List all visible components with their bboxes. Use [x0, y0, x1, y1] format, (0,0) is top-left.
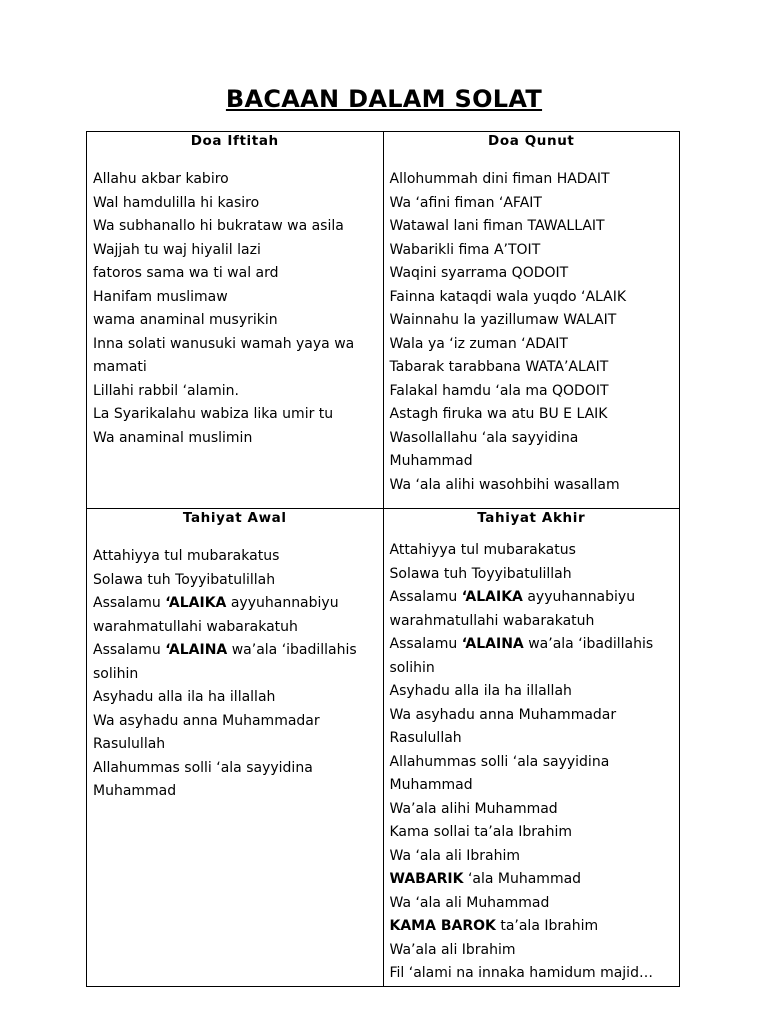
text-line: [390, 845, 674, 869]
line-text: Wa ‘ala ali Muhammad: [389, 894, 550, 911]
line-text: Wa’ala ali Ibrahim: [389, 941, 516, 958]
line-text: Muhammad: [389, 777, 473, 793]
line-text: Rasulullah: [93, 736, 166, 752]
text-line: [390, 680, 674, 704]
line-text: wa’ala ‘ibadillahis: [227, 642, 357, 658]
text-line: [93, 592, 377, 616]
text-line: Wajjah tu waj hiyalil lazi: [93, 241, 261, 258]
line-text: Asyhadu alla ila ha illallah: [93, 689, 276, 705]
text-line: wama anaminal musyrikin: [93, 312, 278, 328]
text-line: Allahu akbar kabiro: [93, 171, 229, 187]
text-line: Waqini syarrama QODOIT: [389, 265, 569, 281]
section-heading: Doa Iftitah: [190, 133, 279, 149]
text-line: Muhammad: [389, 453, 473, 469]
line-text: Allahummas solli ‘ala sayyidina: [389, 753, 610, 770]
text-line: Astagh firuka wa atu BU E LAIK: [389, 406, 608, 422]
line-text: ayyuhannabiyu: [226, 595, 339, 611]
text-line: [390, 962, 674, 986]
text-line: [93, 733, 377, 757]
text-line: [390, 704, 674, 728]
text-line: Wa subhanallo hi bukrataw wa asila: [93, 218, 344, 234]
line-text: Assalamu: [93, 642, 166, 658]
line-text: Assalamu: [389, 636, 462, 652]
line-text: Wa asyhadu anna Muhammadar: [389, 706, 617, 723]
text-line: Wasollallahu ‘ala sayyidina: [389, 429, 579, 446]
text-line: [390, 868, 674, 892]
line-text: Assalamu: [93, 595, 166, 611]
line-text: Rasulullah: [389, 730, 462, 746]
text-line: Allohummah dini fiman HADAIT: [389, 171, 610, 187]
text-lines: [93, 545, 377, 804]
line-text: ta’ala Ibrahim: [495, 918, 599, 934]
text-line: mamati: [93, 359, 147, 375]
emphasis-text: WABARIK: [389, 871, 464, 887]
line-text: ayyuhannabiyu: [522, 589, 636, 605]
line-text: warahmatullahi wabarakatuh: [389, 612, 595, 629]
line-text: Fil ‘alami na innaka hamidum majid…: [389, 965, 653, 981]
section-heading: Doa Qunut: [488, 133, 575, 149]
emphasis-text: KAMA BAROK: [389, 918, 496, 934]
text-line: [390, 727, 674, 751]
text-line: Wainnahu la yazillumaw WALAIT: [389, 312, 617, 328]
text-line: [93, 663, 377, 687]
text-line: La Syarikalahu wabiza lika umir tu: [93, 406, 334, 422]
table-row: [87, 509, 680, 987]
line-text: Attahiyya tul mubarakatus: [389, 542, 576, 558]
table-row: [87, 132, 680, 509]
cell-doa-qunut: [383, 132, 680, 509]
text-line: [390, 586, 674, 610]
text-line: [93, 639, 377, 663]
text-line: [390, 939, 674, 963]
text-lines: [390, 168, 674, 497]
text-line: [390, 915, 674, 939]
text-lines: [93, 168, 377, 450]
prayer-table: [86, 131, 680, 987]
text-line: Wal hamdulilla hi kasiro: [93, 194, 260, 211]
text-line: [390, 633, 674, 657]
text-line: [93, 710, 377, 734]
text-line: [390, 563, 674, 587]
line-text: Muhammad: [93, 783, 177, 799]
line-text: Wa’ala alihi Muhammad: [389, 800, 558, 817]
line-text: warahmatullahi wabarakatuh: [93, 618, 298, 635]
text-line: [93, 757, 377, 781]
line-text: Assalamu: [389, 589, 462, 605]
text-line: Wa anaminal muslimin: [93, 429, 253, 446]
text-line: fatoros sama wa ti wal ard: [93, 265, 279, 281]
line-text: Solawa tuh Toyyibatulillah: [389, 565, 572, 582]
text-line: [93, 780, 377, 804]
text-line: [390, 821, 674, 845]
line-text: Asyhadu alla ila ha illallah: [389, 683, 572, 699]
cell-tahiyat-akhir: [383, 509, 680, 987]
text-line: [93, 545, 377, 569]
text-line: [390, 751, 674, 775]
line-text: solihin: [389, 659, 435, 676]
text-line: [390, 657, 674, 681]
line-text: wa’ala ‘ibadillahis: [523, 636, 654, 652]
text-line: Watawal lani fiman TAWALLAIT: [389, 218, 605, 234]
emphasis-text: ‘ALAINA: [165, 642, 228, 658]
text-line: Lillahi rabbil ‘alamin.: [93, 382, 239, 399]
emphasis-text: ‘ALAIKA: [461, 589, 523, 605]
text-line: Hanifam muslimaw: [93, 288, 228, 305]
cell-tahiyat-awal: [87, 509, 384, 987]
text-line: Falakal hamdu ‘ala ma QODOIT: [389, 382, 609, 399]
text-line: [390, 539, 674, 563]
line-text: Kama sollai ta’ala Ibrahim: [389, 824, 573, 840]
line-text: Allahummas solli ‘ala sayyidina: [93, 759, 313, 776]
text-line: [390, 798, 674, 822]
text-line: Tabarak tarabbana WATA’ALAIT: [389, 359, 609, 375]
emphasis-text: ‘ALAINA: [461, 636, 524, 652]
text-line: [390, 774, 674, 798]
cell-doa-iftitah: [87, 132, 384, 509]
emphasis-text: ‘ALAIKA: [165, 595, 227, 611]
text-line: [93, 686, 377, 710]
text-line: [390, 610, 674, 634]
text-lines: [390, 539, 674, 986]
section-heading: Tahiyat Awal: [182, 510, 287, 526]
section-heading: Tahiyat Akhir: [477, 510, 586, 526]
line-text: ‘ala Muhammad: [463, 871, 582, 887]
text-line: [390, 892, 674, 916]
text-line: Fainna kataqdi wala yuqdo ‘ALAIK: [389, 288, 627, 305]
text-line: [93, 569, 377, 593]
line-text: Wa ‘ala ali Ibrahim: [389, 847, 520, 864]
text-line: Wabarikli fima A’TOIT: [389, 241, 541, 258]
text-line: Wa ‘ala alihi wasohbihi wasallam: [389, 476, 620, 493]
text-line: Wa ‘afini fiman ‘AFAIT: [389, 194, 542, 211]
line-text: Attahiyya tul mubarakatus: [93, 548, 280, 564]
line-text: solihin: [93, 665, 139, 682]
text-line: Wala ya ‘iz zuman ‘ADAIT: [389, 335, 568, 352]
line-text: Wa asyhadu anna Muhammadar: [93, 712, 320, 729]
line-text: Solawa tuh Toyyibatulillah: [93, 571, 276, 588]
text-line: Inna solati wanusuki wamah yaya wa: [93, 335, 355, 352]
page-title: BACAAN DALAM SOLAT: [225, 85, 543, 113]
text-line: [93, 616, 377, 640]
